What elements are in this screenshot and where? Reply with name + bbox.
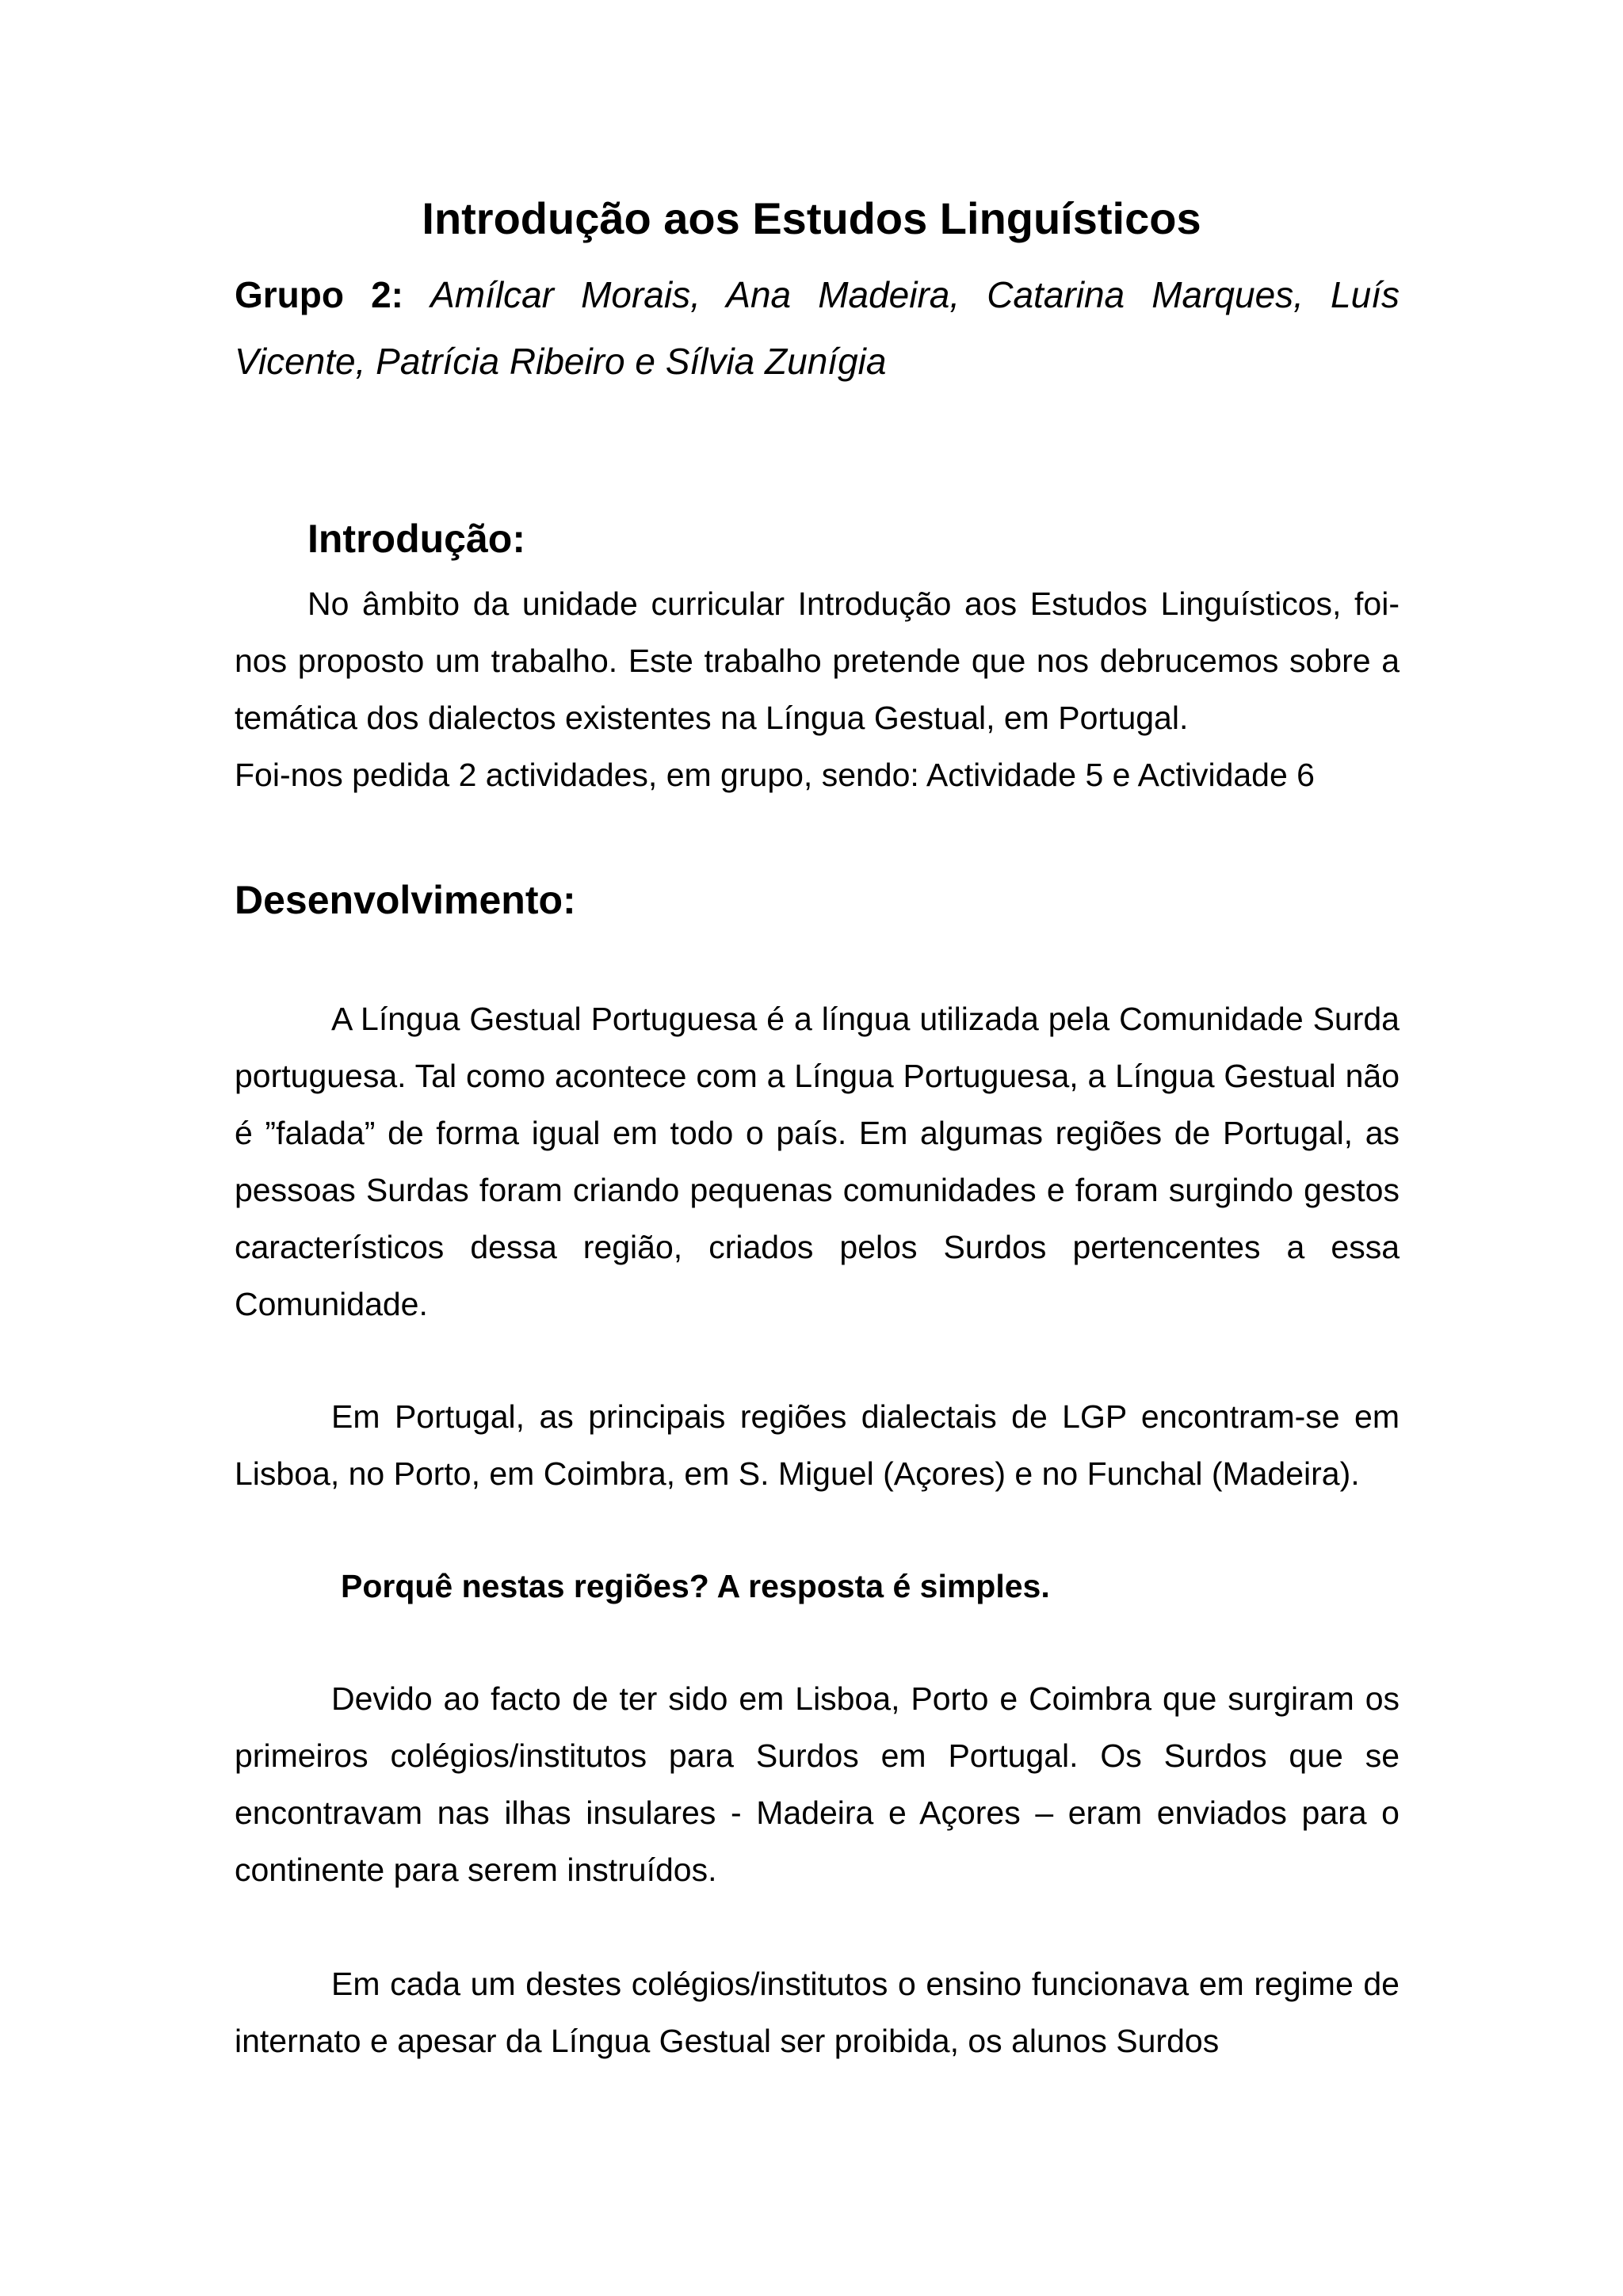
development-paragraph-4 (235, 1955, 1400, 2069)
document-title: Introdução aos Estudos Linguísticos (422, 193, 1201, 243)
intro-activities-line (235, 746, 1400, 803)
intro-paragraph (235, 575, 1400, 746)
development-paragraph-4-text: Em cada um destes colégios/institutos o ensino funcionava em regime de internato e apesar da Língua Gestual ser proibida, os alunos Surdos (235, 1966, 1400, 2059)
development-heading: Desenvolvimento: (235, 878, 576, 922)
development-paragraph-3-text: Devido ao facto de ter sido em Lisboa, Porto e Coimbra que surgiram os primeiros colégios/institutos para Surdos em Portugal. Os Surdos que se encontravam nas ilhas insulares - Madeira e Açores – eram enviados para o continente para serem instruídos. (235, 1680, 1400, 1888)
development-paragraph-1 (235, 990, 1400, 1333)
development-paragraph-2-text: Em Portugal, as principais regiões dialectais de LGP encontram-se em Lisboa, no Porto, em Coimbra, em S. Miguel (Açores) e no Funchal (Madeira). (235, 1398, 1400, 1492)
development-paragraph-1-text: A Língua Gestual Portuguesa é a língua utilizada pela Comunidade Surda portuguesa. Tal como acontece com a Língua Portuguesa, a Língua Gestual não é ”falada” de forma igual em todo o país. Em algumas regiões de Portugal, as pessoas Surdas foram criando pequenas comunidades e foram surgindo gestos característicos dessa região, criados pelos Surdos pertencentes a essa Comunidade. (235, 1001, 1400, 1322)
intro-activities-text: Foi-nos pedida 2 actividades, em grupo, sendo: Actividade 5 e Actividade 6 (235, 757, 1315, 793)
intro-heading: Introdução: (307, 517, 525, 561)
development-paragraph-2 (235, 1388, 1400, 1502)
group-label: Grupo 2: (235, 274, 403, 315)
development-question: Porquê nestas regiões? A resposta é simples. (341, 1568, 1050, 1604)
group-line (235, 261, 1400, 395)
intro-paragraph-text: No âmbito da unidade curricular Introdução aos Estudos Linguísticos, foi-nos proposto um trabalho. Este trabalho pretende que nos debrucemos sobre a temática dos dialectos existentes na Língua Gestual, em Portugal. (235, 585, 1400, 736)
development-paragraph-3 (235, 1670, 1400, 1898)
group-members: Amílcar Morais, Ana Madeira, Catarina Marques, Luís Vicente, Patrícia Ribeiro e Sílvia Zunígia (235, 274, 1400, 382)
